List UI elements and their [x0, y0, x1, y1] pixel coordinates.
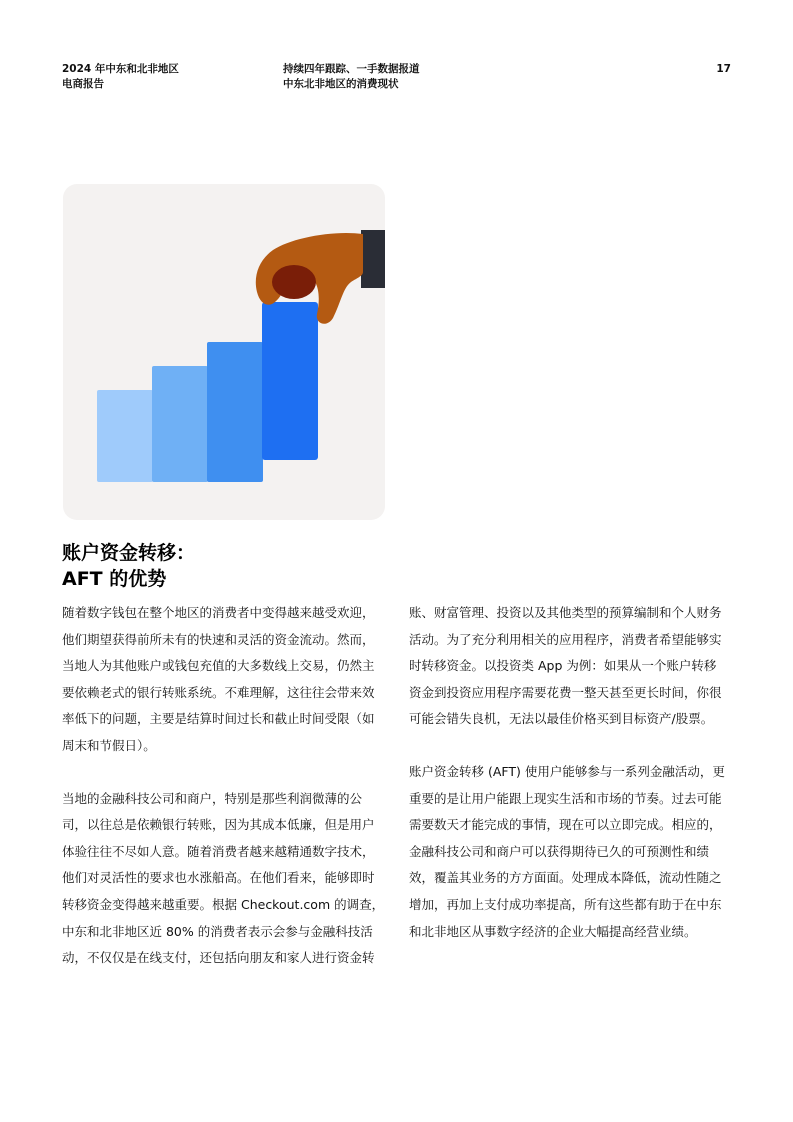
hand-shadow: [272, 265, 316, 299]
report-tagline-line-2: 中东北非地区的消费现状: [283, 78, 399, 90]
text-line: 他们对灵活性的要求也水涨船高。在他们看来，能够即时: [62, 870, 375, 886]
hand-placing-bar-chart-icon: [63, 184, 385, 520]
paragraph: [62, 786, 392, 972]
text-line: 金融科技公司和商户可以获得期待已久的可预测性和绩: [409, 843, 710, 859]
bar-4: [262, 302, 318, 460]
text-line: 转移资金变得越来越重要。根据 Checkout.com 的调查，: [62, 896, 385, 912]
text-line: 重要的是让用户能跟上现实生活和市场的节奏。过去可能: [409, 790, 722, 806]
illustration-panel: [63, 184, 385, 520]
report-title-line-2: 电商报告: [62, 78, 104, 90]
paragraph: [409, 600, 739, 733]
text-line: 司，以往总是依赖银行转账，因为其成本低廉，但是用户: [62, 817, 375, 833]
text-line: 率低下的问题，主要是结算时间过长和截止时间受限（如: [62, 711, 375, 727]
text-line: 中东和北非地区近 80% 的消费者表示会参与金融科技活: [62, 923, 373, 939]
section-heading-line-2: AFT 的优势: [62, 568, 167, 590]
text-line: 动，不仅仅是在线支付，还包括向朋友和家人进行资金转: [62, 950, 375, 966]
text-line: 当地人为其他账户或钱包充值的大多数线上交易，仍然主: [62, 658, 375, 674]
text-line: 账户资金转移 (AFT) 使用户能够参与一系列金融活动，更: [409, 763, 725, 779]
report-tagline: [283, 62, 420, 92]
right-column: [409, 600, 739, 971]
bar-1: [97, 390, 153, 482]
bar-2: [152, 366, 208, 482]
text-line: 随着数字钱包在整个地区的消费者中变得越来越受欢迎，: [62, 605, 375, 620]
section-heading-line-1: 账户资金转移：: [62, 542, 196, 564]
paragraph: [409, 759, 739, 945]
paragraph: [62, 600, 392, 760]
text-line: 资金到投资应用程序需要花费一整天甚至更长时间，你很: [409, 684, 722, 700]
text-line: 他们期望获得前所未有的快速和灵活的资金流动。然而，: [62, 631, 375, 647]
text-line: 需要数天才能完成的事情，现在可以立即完成。相应的，: [409, 817, 722, 833]
text-line: 活动。为了充分利用相关的应用程序，消费者希望能够实: [409, 631, 722, 647]
text-line: 时转移资金。以投资类 App 为例：如果从一个账户转移: [409, 658, 717, 674]
text-line: 增加，再加上支付成功率提高，所有这些都有助于在中东: [409, 896, 722, 912]
report-tagline-line-1: 持续四年跟踪、一手数据报道: [283, 63, 420, 75]
text-line: 账、财富管理、投资以及其他类型的预算编制和个人财务: [409, 605, 722, 620]
bar-3: [207, 342, 263, 482]
text-line: 和北非地区从事数字经济的企业大幅提高经营业绩。: [409, 923, 697, 939]
text-line: 效，覆盖其业务的方方面面。处理成本降低，流动性随之: [409, 870, 722, 886]
page-number: 17: [716, 63, 731, 75]
text-line: 周末和节假日）。: [62, 737, 156, 753]
text-line: 可能会错失良机，无法以最佳价格买到目标资产/股票。: [409, 711, 714, 727]
report-title-line-1: 2024 年中东和北非地区: [62, 63, 179, 75]
text-line: 体验往往不尽如人意。随着消费者越来越精通数字技术，: [62, 843, 375, 859]
sleeve: [361, 230, 385, 288]
text-line: 要依赖老式的银行转账系统。不难理解，这往往会带来效: [62, 684, 375, 700]
section-heading: [62, 540, 195, 592]
report-title: [62, 62, 179, 92]
left-column: [62, 600, 392, 998]
text-line: 当地的金融科技公司和商户，特别是那些利润微薄的公: [62, 790, 363, 806]
